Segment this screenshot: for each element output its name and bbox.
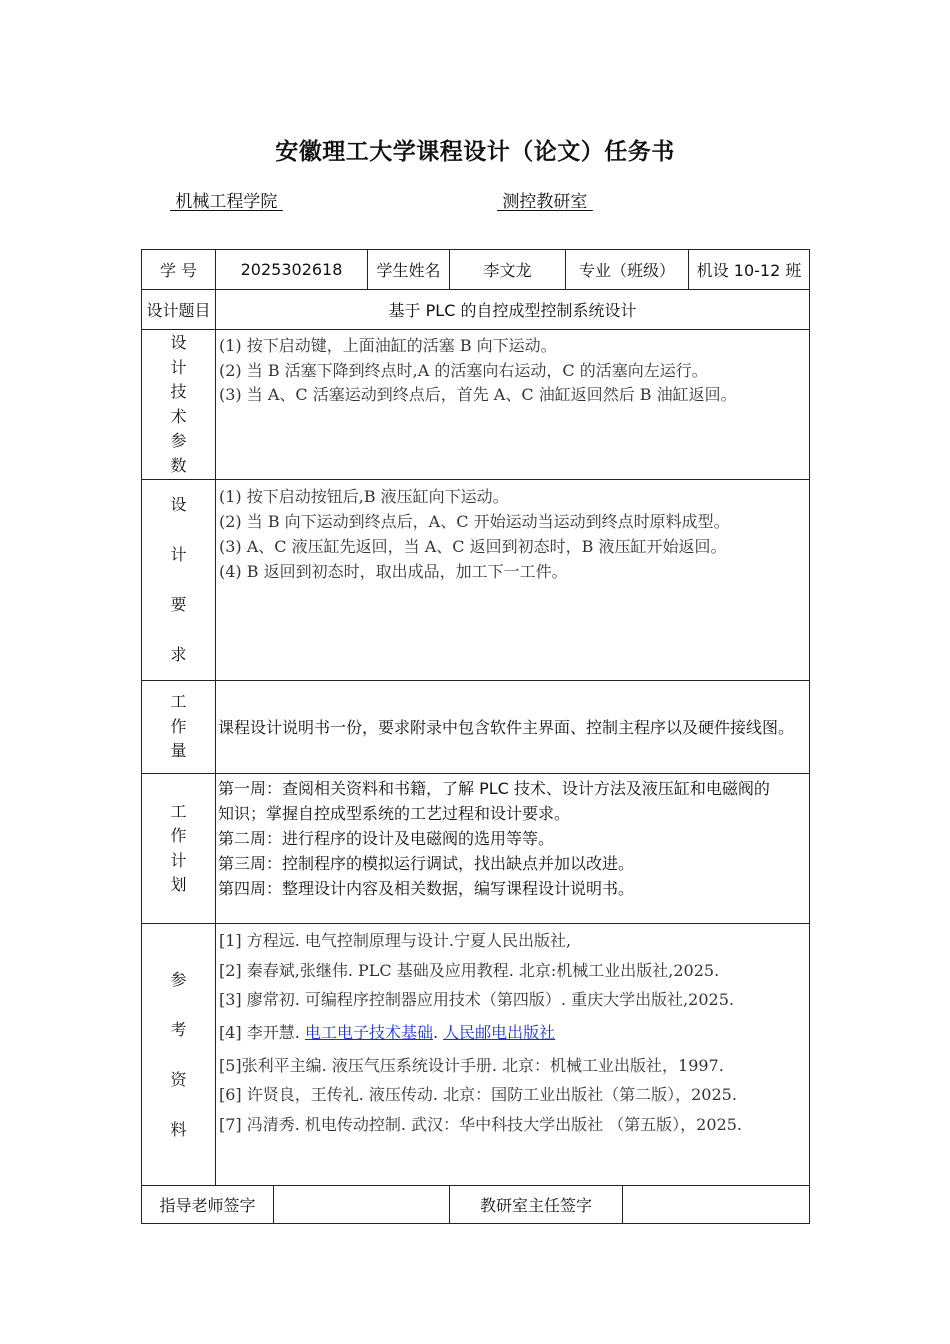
reference-item: [4] 李开慧. 电工电子技术基础. 人民邮电出版社	[219, 1022, 556, 1042]
requirement-line: (4) B 返回到初态时，取出成品，加工下一工件。	[219, 562, 568, 581]
student-id-value: 2025302618	[216, 250, 368, 290]
requirements-row	[142, 480, 810, 681]
workload-label: 工 作 量	[142, 681, 216, 774]
requirements-label: 设 计 要 求	[142, 480, 216, 681]
office-name: 测控教研室	[497, 192, 593, 212]
director-signature-label: 教研室主任签字	[450, 1186, 623, 1224]
student-info-row	[142, 250, 810, 290]
reference-item: [2] 秦春斌,张继伟. PLC 基础及应用教程. 北京:机械工业出版社,2025.	[219, 960, 720, 980]
work-plan-line: 第二周：进行程序的设计及电磁阀的选用等等。	[218, 829, 555, 848]
major-label: 专业（班级）	[566, 250, 689, 290]
work-plan-line: 知识；掌握自控成型系统的工艺过程和设计要求。	[218, 804, 571, 823]
task-table	[141, 249, 809, 1224]
topic-label: 设计题目	[142, 290, 216, 330]
student-name-value: 李文龙	[450, 250, 566, 290]
topic-value: 基于 PLC 的自控成型控制系统设计	[216, 290, 810, 330]
requirements-content	[216, 480, 810, 681]
requirement-line: (1) 按下启动按钮后,B 液压缸向下运动。	[219, 487, 509, 506]
tech-params-content	[216, 330, 810, 480]
references-label: 参 考 资 料	[142, 924, 216, 1186]
advisor-signature-field[interactable]	[274, 1186, 450, 1224]
reference-item: [6] 许贤良，王传礼. 液压传动. 北京：国防工业出版社（第二版），2025.	[219, 1085, 737, 1104]
work-plan-label: 工 作 计 划	[142, 774, 216, 924]
work-plan-content	[216, 774, 810, 924]
college-name: 机械工程学院	[170, 192, 283, 212]
tech-param-line: (2) 当 B 活塞下降到终点时,A 的活塞向右运动，C 的活塞向左运行。	[219, 360, 708, 380]
signature-row	[142, 1186, 810, 1224]
student-name-label: 学生姓名	[368, 250, 450, 290]
topic-row	[142, 290, 810, 330]
tech-param-line: (3) 当 A、C 活塞运动到终点后，首先 A、C 油缸返回然后 B 油缸返回。	[219, 385, 737, 404]
document-title: 安徽理工大学课程设计（论文）任务书	[275, 139, 675, 165]
workload-row	[142, 681, 810, 774]
requirement-line: (2) 当 B 向下运动到终点后，A、C 开始运动当运动到终点时原料成型。	[219, 512, 730, 531]
work-plan-line: 第一周：查阅相关资料和书籍，了解 PLC 技术、设计方法及液压缸和电磁阀的	[218, 779, 770, 798]
tech-param-line: (1) 按下启动键，上面油缸的活塞 B 向下运动。	[219, 336, 557, 355]
tech-params-row	[142, 330, 810, 480]
reference-link-book[interactable]: 电工电子技术基础	[304, 1022, 433, 1042]
advisor-signature-label: 指导老师签字	[142, 1186, 274, 1224]
reference-link-publisher[interactable]: 人民邮电出版社	[443, 1022, 556, 1042]
work-plan-row	[142, 774, 810, 924]
reference-item: [3] 廖常初. 可编程序控制器应用技术（第四版）. 重庆大学出版社,2025.	[219, 990, 734, 1009]
references-content	[216, 924, 810, 1186]
workload-content: 课程设计说明书一份，要求附录中包含软件主界面、控制主程序以及硬件接线图。	[216, 681, 810, 774]
references-row	[142, 924, 810, 1186]
work-plan-line: 第四周：整理设计内容及相关数据，编写课程设计说明书。	[218, 879, 635, 898]
reference-item: [7] 冯清秀. 机电传动控制. 武汉：华中科技大学出版社 （第五版），2025.	[219, 1114, 742, 1134]
work-plan-line: 第三周：控制程序的模拟运行调试，找出缺点并加以改进。	[218, 854, 635, 873]
director-signature-field[interactable]	[623, 1186, 810, 1224]
reference-item: [5]张利平主编. 液压气压系统设计手册. 北京：机械工业出版社，1997.	[219, 1055, 724, 1075]
requirement-line: (3) A、C 液压缸先返回，当 A、C 返回到初态时，B 液压缸开始返回。	[219, 537, 727, 556]
major-value: 机设 10-12 班	[689, 250, 810, 290]
reference-item: [1] 方程远. 电气控制原理与设计.宁夏人民出版社,	[219, 931, 572, 950]
tech-params-label: 设 计 技 术 参 数	[142, 330, 216, 480]
student-id-label: 学 号	[142, 250, 216, 290]
